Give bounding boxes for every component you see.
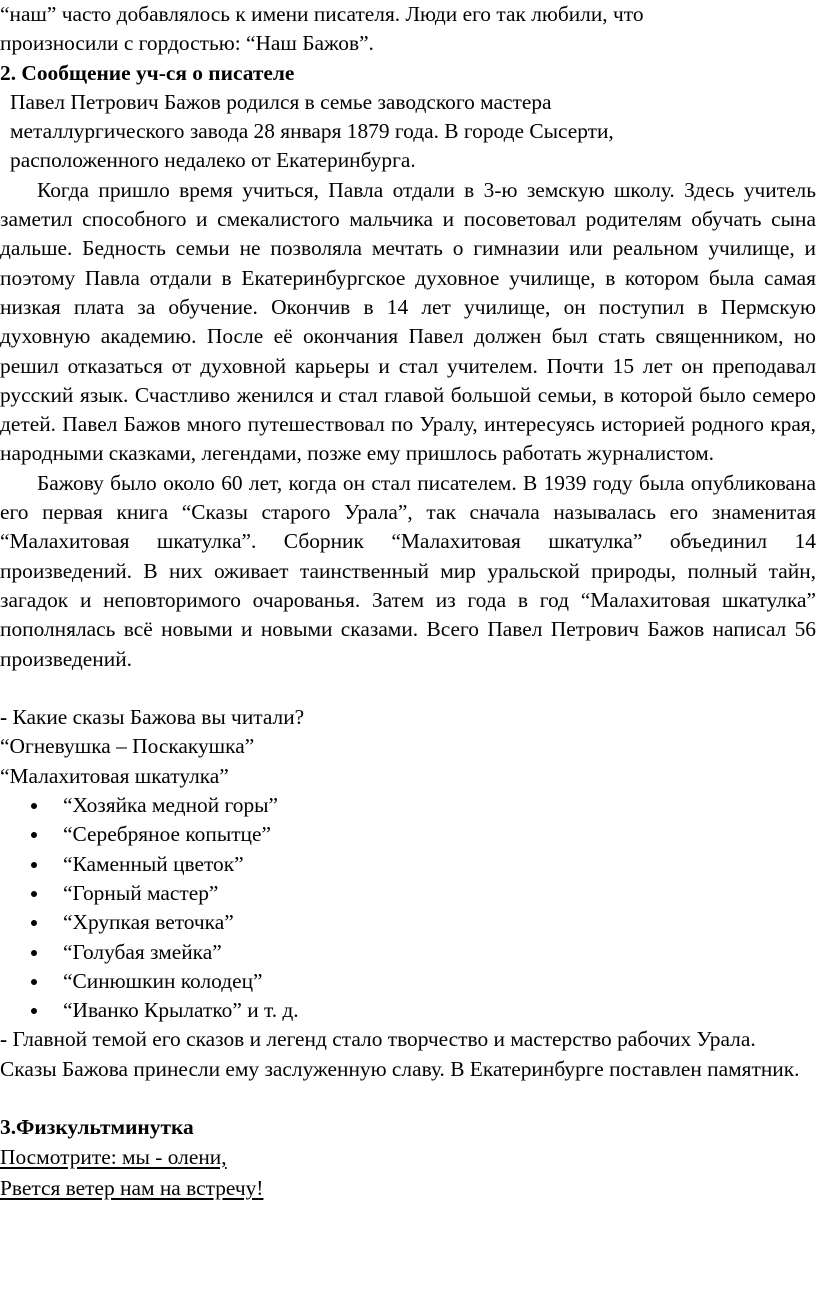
list-item (0, 996, 816, 1025)
list-item-text: “Голубая змейка” (63, 939, 222, 964)
bullet-icon (31, 920, 37, 926)
bio-paragraph-2: Когда пришло время учиться, Павла отдали в 3-ю земскую школу. Здесь учитель заметил способного и смекалистого мальчика и посоветовал родителям обучать сына дальше. Бедность семьи не позволяла мечтать о гимназии или реальном училище, и поэтому Павла отдали в Екатеринбургское духовное училище, в котором была самая низкая плата за обучение. Окончив в 14 лет училище, он поступил в Пермскую духовную академию. После её окончания Павел должен был стать священником, но решил отказаться от духовной карьеры и стал учителем. Почти 15 лет он преподавал русский язык. Счастливо женился и стал главой большой семьи, в которой было семеро детей. Павел Бажов много путешествовал по Уралу, интересуясь историей родного края, народными сказками, легендами, позже ему пришлось работать журналистом. (0, 177, 816, 466)
bio-paragraph-1: Павел Петрович Бажов родился в семье заводского мастера металлургического завода 28 января 1879 года. В городе Сысерти, расположенного недалеко от Екатеринбурга. (10, 89, 614, 173)
list-item-text: “Каменный цветок” (63, 851, 244, 876)
list-item (0, 879, 816, 908)
section-2-heading: 2. Сообщение уч-ся о писателе (0, 60, 295, 85)
list-item-text: “Хрупкая веточка” (63, 910, 234, 935)
conclusion-paragraph (0, 1025, 800, 1084)
bio-paragraph-3: Бажову было около 60 лет, когда он стал писателем. В 1939 году была опубликована его первая книга “Сказы старого Урала”, так сначала называлась его знаменитая “Малахитовая шкатулка”. Сборник “Малахитовая шкатулка” объединил 14 произведений. В них оживает таинственный мир уральской природы, полный тайн, загадок и неповторимого очарованья. Затем из года в год “Малахитовая шкатулка” пополнялась всё новыми и новыми сказами. Всего Павел Петрович Бажов написал 56 произведений. (0, 470, 816, 671)
list-item (0, 967, 816, 996)
list-item-text: “Иванко Крылатко” и т. д. (63, 998, 299, 1023)
section-3-heading: 3.Физкультминутка (0, 1115, 194, 1140)
conclusion-text: Главной темой его сказов и легенд стало творчество и мастерство рабочих Урала. Сказы Бажова принесли ему заслуженную славу. В Екатеринбурге поставлен памятник. (0, 1027, 800, 1081)
work-title-1: “Огневушка – Поскакушка” (0, 734, 255, 759)
bullet-icon (31, 832, 37, 838)
bullet-icon (31, 862, 37, 868)
bullet-icon (31, 803, 37, 809)
intro-line-1: “наш” часто добавлялось к имени писателя. Люди его так любили, что (0, 2, 644, 26)
list-item (0, 820, 816, 849)
list-item-text: “Серебряное копытце” (63, 822, 271, 847)
works-list (0, 791, 816, 1025)
question-text: Какие сказы Бажова вы читали? (7, 705, 305, 730)
bullet-icon (31, 979, 37, 985)
intro-line-2: произносили с гордостью: “Наш Бажов”. (0, 31, 374, 56)
blank-line (0, 1084, 816, 1113)
bullet-icon (31, 891, 37, 897)
poem-line-2: Рвется ветер нам на встречу! (0, 1175, 264, 1200)
bullet-icon (31, 950, 37, 956)
poem-line-1: Посмотрите: мы - олени, (0, 1144, 227, 1169)
list-item-text: “Синюшкин колодец” (63, 968, 263, 993)
list-item (0, 850, 816, 879)
question-line (0, 703, 816, 732)
list-item-text: “Горный мастер” (63, 880, 219, 905)
list-item (0, 791, 816, 820)
list-item-text: “Хозяйка медной горы” (63, 793, 279, 818)
work-title-2: “Малахитовая шкатулка” (0, 763, 229, 788)
conclusion-dash: - (0, 1027, 8, 1052)
list-item (0, 908, 816, 937)
bullet-icon (31, 1008, 37, 1014)
blank-line (0, 674, 816, 703)
list-item (0, 938, 816, 967)
question-dash: - (0, 705, 8, 730)
